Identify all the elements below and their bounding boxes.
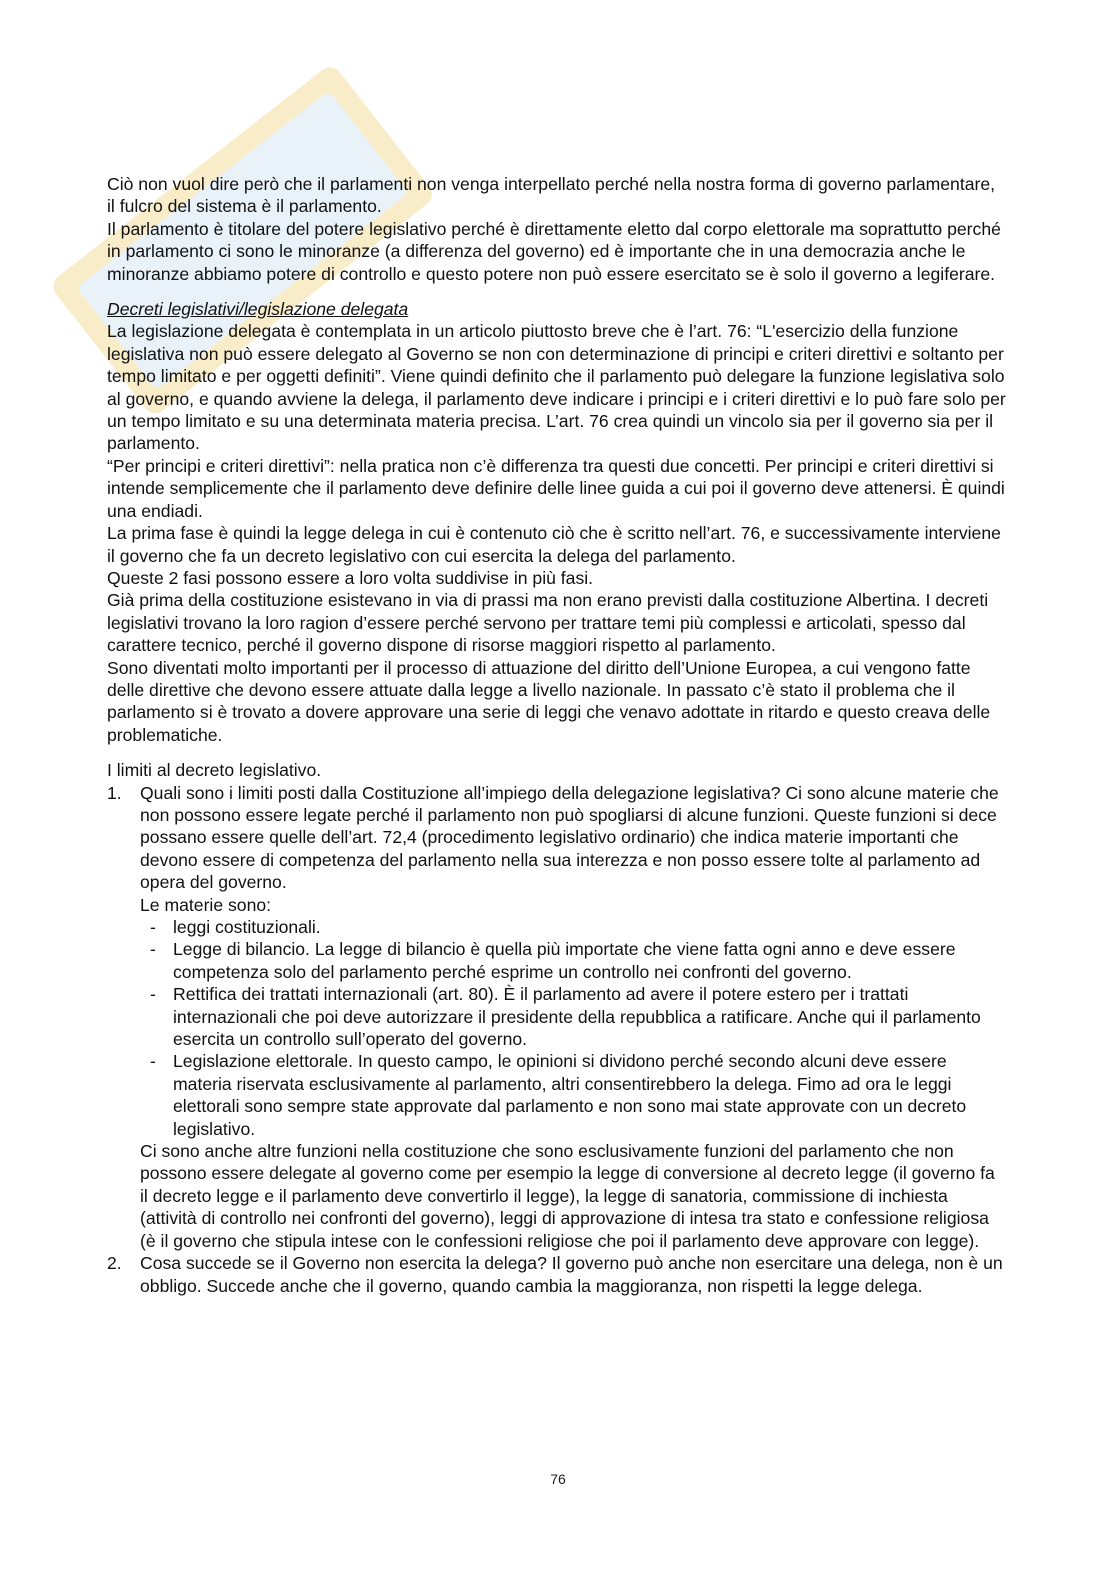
- section-heading: Decreti legislativi/legislazione delegata: [107, 299, 409, 320]
- list-item-continuation: Ci sono anche altre funzioni nella costituzione che sono esclusivamente funzioni del parlamento che non possono essere delegate al governo come per esempio la legge di conversione al decreto legge (il governo fa il decreto legge e il parlamento deve convertirlo il legge), la legge di sanatoria, commissione di inchiesta (attività di controllo nei confronti del governo), leggi di approvazione di intesa tra stato e confessione religiosa (è il governo che stipula intese con le confessioni religiose che poi il parlamento deve approvare con legge).: [140, 1141, 995, 1251]
- list-item: [107, 1252, 1007, 1297]
- body-paragraph: Già prima della costituzione esistevano in via di prassi ma non erano previsti dalla costituzione Albertina. I decreti legislativi trovano la loro ragion d’essere perché servono per trattare temi più complessi e articolati, spesso dal carattere tecnico, perché il governo dispone di risorse maggiori rispetto al parlamento.: [107, 590, 989, 656]
- intro-paragraph: Ciò non vuol dire però che il parlamenti non venga interpellato perché nella nostra forma di governo parlamentare, il fulcro del sistema è il parlamento.: [107, 174, 996, 217]
- list-item-text: Cosa succede se il Governo non esercita la delega? Il governo può anche non esercitare una delega, non è un obbligo. Succede anche che il governo, quando cambia la maggioranza, non rispetti la legge delega.: [140, 1253, 1003, 1296]
- body-paragraph: Sono diventati molto importanti per il processo di attuazione del diritto dell’Unione Europea, a cui vengono fatte delle direttive che devono essere attuate dalla legge a livello nazionale. In passato c’è stato il problema che il parlamento si è trovato a dovere approvare una serie di leggi che venavo adottate in ritardo e questo creava delle problematiche.: [107, 657, 991, 745]
- limits-list: [107, 782, 1007, 1297]
- document-page: [107, 173, 1007, 1297]
- dash-item: [140, 938, 1007, 983]
- dash-item-text: leggi costituzionali.: [173, 917, 321, 937]
- dash-icon: -: [150, 939, 156, 960]
- list-number: 1.: [107, 782, 122, 803]
- list-item: [107, 782, 1007, 1253]
- materie-list: [140, 916, 1007, 1140]
- page-number: 76: [550, 1471, 566, 1487]
- dash-item-text: Rettifica dei trattati internazionali (art. 80). È il parlamento ad avere il potere estero per i trattati internazionali che poi deve autorizzare il presidente della repubblica a ratificare. Anche qui il parlamento esercita un controllo sull’operato del governo.: [173, 984, 981, 1050]
- limits-title: I limiti al decreto legislativo.: [107, 760, 322, 781]
- body-paragraph: “Per principi e criteri direttivi”: nella pratica non c’è differenza tra questi due concetti. Per principi e criteri direttivi si intende semplicemente che il parlamento deve definire delle linee guida a cui poi il governo deve attenersi. È quindi una endiadi.: [107, 455, 1005, 521]
- intro-paragraph: Il parlamento è titolare del potere legislativo perché è direttamente eletto dal corpo elettorale ma soprattutto perché in parlamento ci sono le minoranze (a differenza del governo) ed è importante che in una democrazia anche le minoranze abbiamo potere di controllo e questo potere non può essere esercitato se è solo il governo a legiferare.: [107, 218, 1001, 284]
- dash-icon: -: [150, 1051, 156, 1072]
- dash-item-text: Legislazione elettorale. In questo campo, le opinioni si dividono perché secondo alcuni deve essere materia riservata esclusivamente al parlamento, altri consentirebbero la delega. Fimo ad ora le leggi elettorali sono sempre state approvate dal parlamento e non sono mai state approvate con un decreto legislativo.: [173, 1051, 967, 1139]
- dash-item: [140, 983, 1007, 1050]
- body-paragraph: La prima fase è quindi la legge delega in cui è contenuto ciò che è scritto nell’art. 76, e successivamente interviene il governo che fa un decreto legislativo con cui esercita la delega del parlamento.: [107, 523, 1001, 566]
- dash-item: [140, 916, 1007, 938]
- dash-icon: -: [150, 917, 156, 937]
- body-paragraph: Queste 2 fasi possono essere a loro volta suddivise in più fasi.: [107, 567, 594, 588]
- list-item-text: Quali sono i limiti posti dalla Costituzione all’impiego della delegazione legislativa? Ci sono alcune materie che non possono essere legate perché il parlamento non può spogliarsi di alcune funzioni. Queste funzioni si dece possano essere quelle dell’art. 72,4 (procedimento legislativo ordinario) che indica materie importanti che devono essere di competenza del parlamento nella sua interezza e non posso essere tolte al parlamento ad opera del governo.: [140, 782, 999, 893]
- dash-item: [140, 1050, 1007, 1140]
- materie-label: Le materie sono:: [140, 894, 272, 915]
- dash-item-text: Legge di bilancio. La legge di bilancio è quella più importate che viene fatta ogni anno e deve essere competenza solo del parlamento perché esprime un controllo nei confronti del governo.: [173, 939, 956, 982]
- list-number: 2.: [107, 1253, 122, 1274]
- body-paragraph: La legislazione delegata è contemplata in un articolo piuttosto breve che è l’art. 76: “L'esercizio della funzione legislativa non può essere delegato al Governo se non con determinazione di principi e criteri direttivi e soltanto per tempo limitato e per oggetti definiti”. Viene quindi definito che il parlamento può delegare la funzione legislativa solo al governo, e quando avviene la delega, il parlamento deve indicare i principi e i criteri direttivi e lo può fare solo per un tempo limitato e su una determinata materia precisa. L’art. 76 crea quindi un vincolo sia per il governo sia per il parlamento.: [107, 321, 1006, 454]
- dash-icon: -: [150, 984, 156, 1005]
